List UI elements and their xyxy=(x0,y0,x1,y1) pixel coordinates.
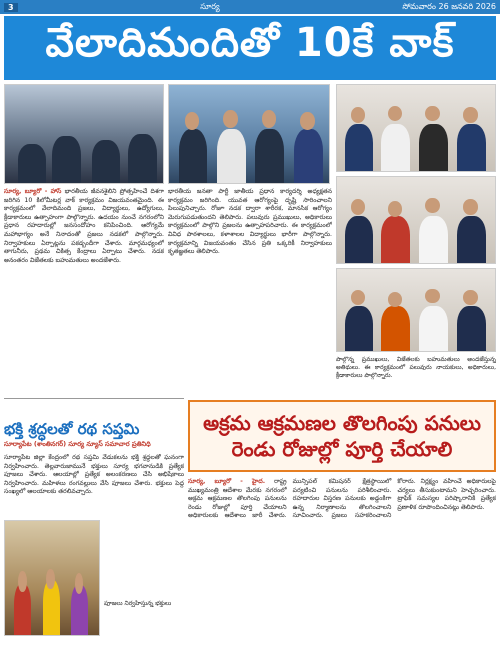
story2-body-text: సూర్యాపేట జిల్లా కేంద్రంలో రథ సప్తమి వేడుకలను భక్తి శ్రద్ధలతో ఘనంగా నిర్వహించారు. తెల్లవారుజామునే భక్తులు సూర్య భగవానుడికి ప్రత్యేక పూజలు చేశారు. ఆలయాల్లో ప్రత్యేక అలంకరణలు చేసి అభిషేకాలు నిర్వహించారు. మహిళలు రంగవల్లులు వేసి పూజలు చేశారు. భక్తులు పెద్ద సంఖ్యలో ఆలయాలకు తరలివచ్చారు. xyxy=(4,454,184,496)
masthead-bar xyxy=(0,0,500,14)
story3-body xyxy=(188,478,496,638)
photo-group-1 xyxy=(336,84,496,172)
photo-group-2 xyxy=(336,176,496,264)
photo-rathasaptami xyxy=(4,520,100,636)
paper-name: సూర్య xyxy=(200,1,220,11)
story1-col1 xyxy=(4,188,164,416)
story3-headline-box xyxy=(188,400,496,472)
photo-group-3 xyxy=(336,268,496,352)
story2-dateline: సూర్యాపేట (శాంతినగర్) సూర్య న్యూస్ సమాచార ప్రతినిధి xyxy=(4,440,151,448)
story2-title: భక్తి శ్రద్ధలతో రథ సప్తమి xyxy=(4,420,140,438)
story3-title-line1: అక్రమ ఆక్రమణల తొలగింపు పనులు xyxy=(203,411,481,435)
issue-date: సోమవారం 26 జనవరి 2026 xyxy=(402,1,496,11)
story2-body xyxy=(4,454,184,516)
story1-col2 xyxy=(168,188,332,396)
story1-col1-text: భారతీయ జీవనశైలిని ప్రోత్సహించే దిశగా జరిగిన 10 కిలోమీటర్ల వాక్ కార్యక్రమం విజయవంతమైంది. ఈ కార్యక్రమంలో వేలాదిమంది ప్రజలు, విద్యార్థులు, ఉద్యోగులు, క్రీడాకారులు ఉత్సాహంగా పాల్గొన్నారు. ఉదయం నుంచే నగరంలోని ప్రధాన రహదారుల్లో జనసందోహం కనిపించింది. ఆరోగ్యమే మహాభాగ్యం అనే నినాదంతో ప్రజలు నడకలో పాల్గొన్నారు. నిర్వాహకులు ఏర్పాట్లను పకడ్బందీగా చేశారు. మార్గమధ్యంలో తాగునీరు, ప్రథమ చికిత్స కేంద్రాలు ఏర్పాటు చేశారు. నడక అనంతరం విజేతలకు బహుమతులు అందజేశారు. xyxy=(4,188,164,264)
story1-dateline: సూర్య, బ్యూరో - హాస్ xyxy=(4,188,62,195)
story1-caption: పాల్గొన్న ప్రముఖులు, విజేతలకు బహుమతులు అందజేస్తున్న అతిథులు. ఈ కార్యక్రమంలో పలువురు నాయకులు, అధికారులు, క్రీడాకారులు పాల్గొన్నారు. xyxy=(336,356,496,379)
main-headline: వేలాదిమందితో 10కే వాక్ xyxy=(4,16,496,80)
photo-crowd xyxy=(4,84,164,184)
page-number: 3 xyxy=(4,3,18,12)
photo-dignitaries xyxy=(168,84,330,184)
story3-dateline: సూర్య, బ్యూరో - హైద. xyxy=(188,478,266,485)
story1-col2-text: భారతీయ జనతా పార్టీ జాతీయ ప్రధాన కార్యదర్శి అధ్యక్షతన కార్యక్రమం జరిగింది. యువత ఆరోగ్యంపై దృష్టి సారించాలని పిలుపునిచ్చారు. రోజూ నడక ద్వారా శారీరక, మానసిక ఆరోగ్యం మెరుగుపడుతుందని తెలిపారు. పలువురు ప్రముఖులు, అధికారులు కార్యక్రమంలో పాల్గొని ప్రజలను ఉత్సాహపరిచారు. ఈ కార్యక్రమంలో వివిధ పాఠశాలలు, కళాశాలల విద్యార్థులు భారీగా పాల్గొన్నారు. కార్యక్రమాన్ని విజయవంతం చేసిన ప్రతి ఒక్కరికీ నిర్వాహకులు కృతజ్ఞతలు తెలిపారు. xyxy=(168,188,332,256)
story3-title-line2: రెండు రోజుల్లో పూర్తి చేయాలి xyxy=(231,437,453,461)
story3-body-text: రాష్ట్ర ముఖ్యమంత్రి ఆదేశాల మేరకు నగరంలో అక్రమ ఆక్రమణల తొలగింపు పనులను రెండు రోజుల్లో పూర్తి చేయాలని అధికారులకు ఆదేశాలు జారీ చేశారు. మున్సిపల్ కమిషనర్ క్షేత్రస్థాయిలో పర్యటించి పనులను పరిశీలించారు. రహదారుల విస్తరణ పనులకు అడ్డంకిగా ఉన్న నిర్మాణాలను తొలగించాలని సూచించారు. ప్రజలు సహకరించాలని కోరారు. నిర్లక్ష్యం వహించే అధికారులపై చర్యలు తీసుకుంటామని హెచ్చరించారు. ట్రాఫిక్ సమస్యల పరిష్కారానికి ప్రత్యేక ప్రణాళిక రూపొందించినట్లు తెలిపారు. xyxy=(188,478,496,520)
section-divider xyxy=(4,398,184,399)
story2-caption: పూజలు నిర్వహిస్తున్న భక్తులు xyxy=(104,600,172,607)
